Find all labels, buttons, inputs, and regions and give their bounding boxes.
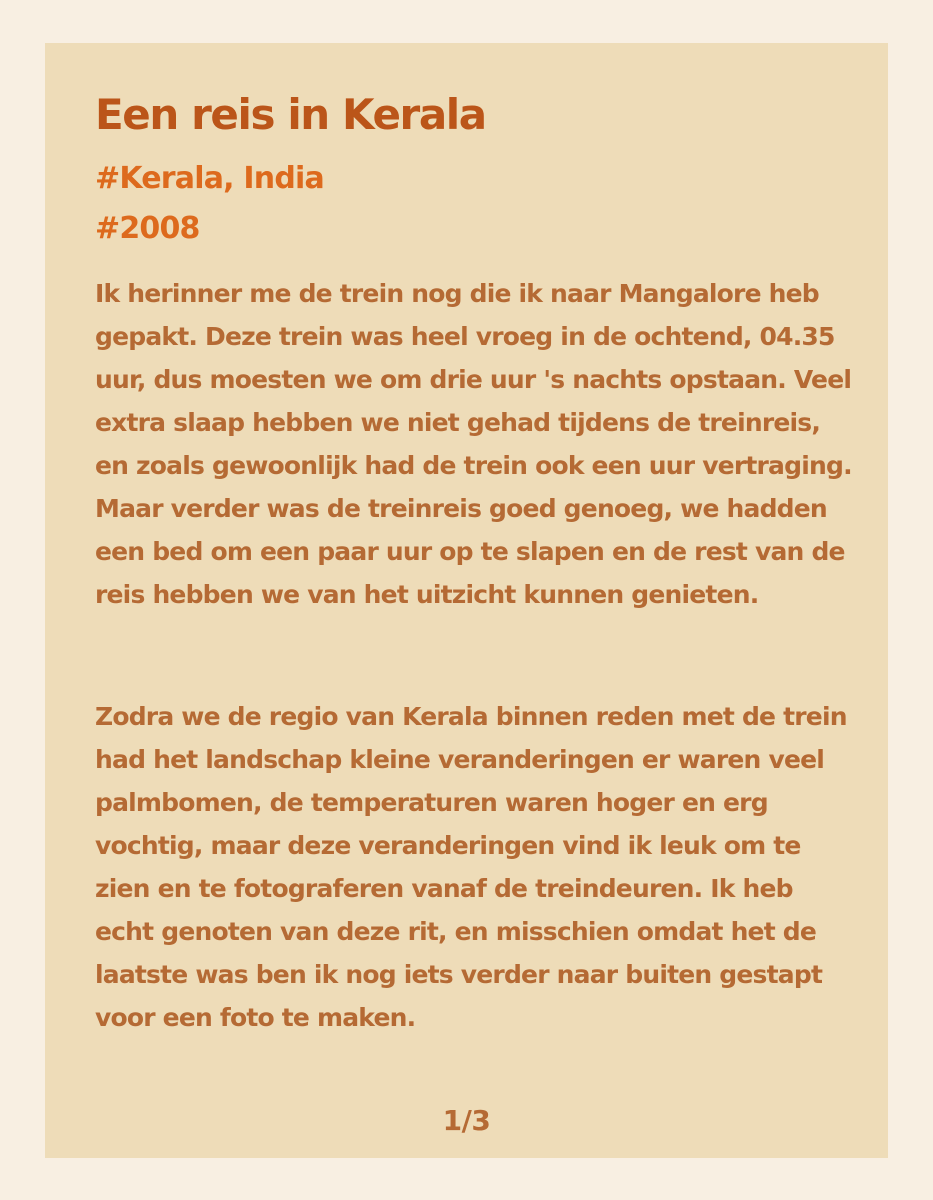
story-card	[45, 43, 888, 1158]
year-tag: #2008	[95, 211, 200, 246]
location-tag: #Kerala, India	[95, 161, 324, 196]
story-title: Een reis in Kerala	[95, 90, 486, 139]
story-paragraph-2: Zodra we de regio van Kerala binnen reden met de trein had het landschap kleine veranderingen er waren veel palmbomen, de temperaturen waren hoger en erg vochtig, maar deze veranderingen vind ik leuk om te zien en te fotograferen vanaf de treindeuren. Ik heb echt genoten van deze rit, en misschien omdat het de laatste was ben ik nog iets verder naar buiten gestapt voor een foto te maken.	[95, 702, 847, 1032]
page-indicator: 1/3	[442, 1104, 491, 1137]
story-paragraph-1: Ik herinner me de trein nog die ik naar Mangalore heb gepakt. Deze trein was heel vroeg in de ochtend, 04.35 uur, dus moesten we om drie uur 's nachts opstaan. Veel extra slaap hebben we niet gehad tijdens de treinreis, en zoals gewoonlijk had de trein ook een uur vertraging. Maar verder was de treinreis goed genoeg, we hadden een bed om een paar uur op te slapen en de rest van de reis hebben we van het uitzicht kunnen genieten.	[95, 279, 852, 609]
